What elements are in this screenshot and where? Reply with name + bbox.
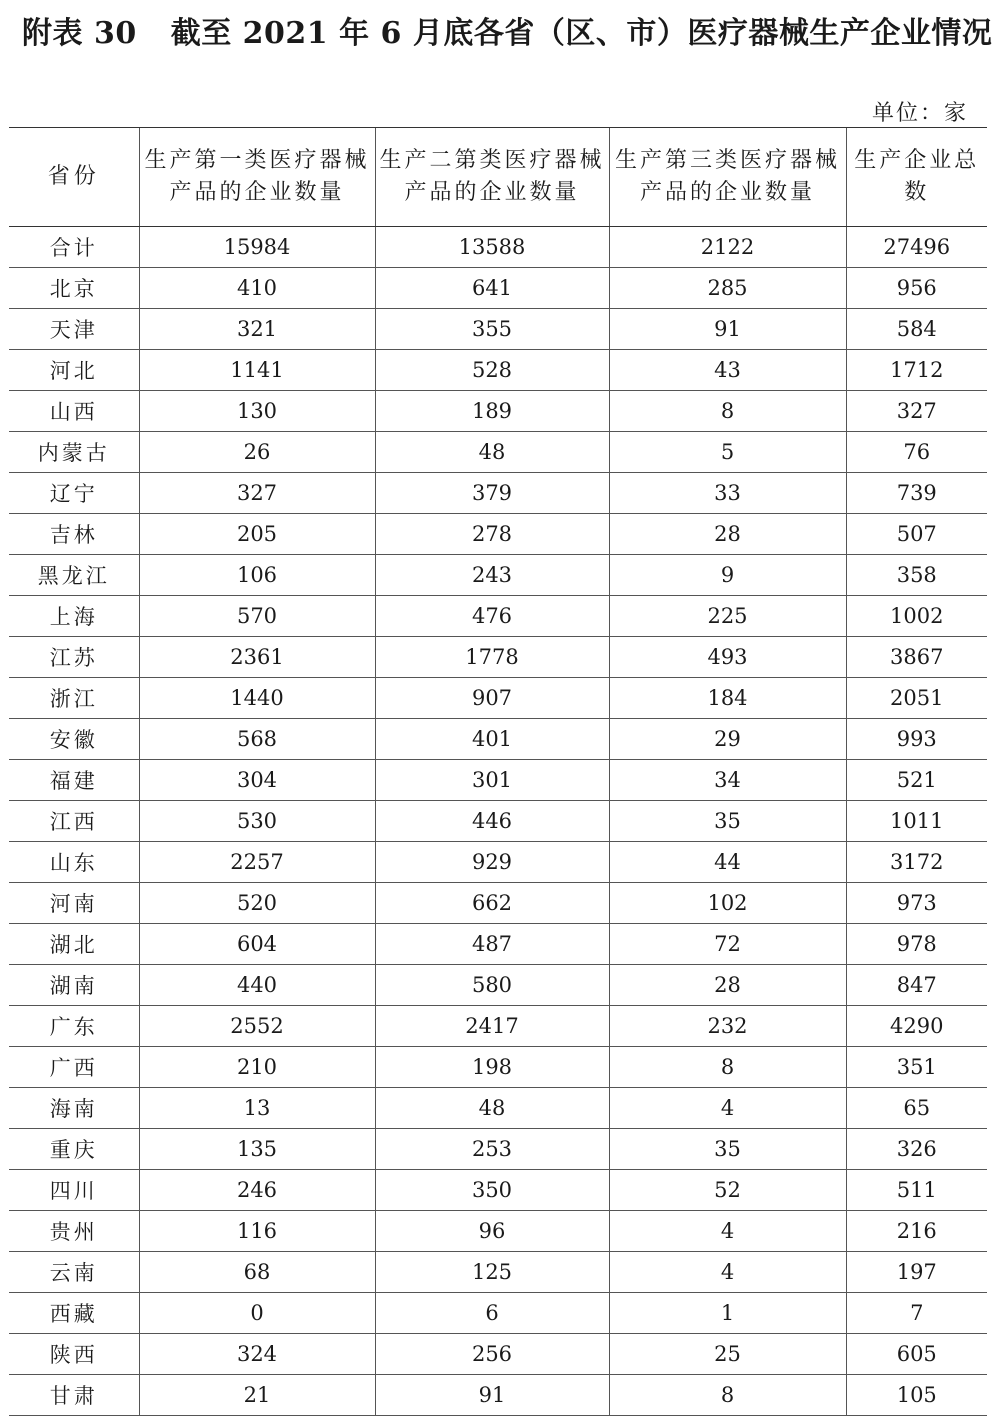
class1-count-cell: 2361 bbox=[139, 637, 375, 678]
total-count-cell: 351 bbox=[846, 1047, 987, 1088]
class3-count-cell: 34 bbox=[609, 760, 846, 801]
class1-count-cell: 520 bbox=[139, 883, 375, 924]
table-row bbox=[9, 801, 987, 842]
table-row bbox=[9, 719, 987, 760]
total-count-cell: 1011 bbox=[846, 801, 987, 842]
total-count-cell: 4290 bbox=[846, 1006, 987, 1047]
class3-count-cell: 4 bbox=[609, 1211, 846, 1252]
total-count-cell: 521 bbox=[846, 760, 987, 801]
class3-count-cell: 9 bbox=[609, 555, 846, 596]
class3-count-cell: 232 bbox=[609, 1006, 846, 1047]
class2-count-cell: 48 bbox=[375, 1088, 609, 1129]
province-cell: 江苏 bbox=[9, 637, 139, 678]
province-cell: 甘肃 bbox=[9, 1375, 139, 1416]
class2-count-cell: 198 bbox=[375, 1047, 609, 1088]
header-class2: 生产二第类医疗器械产品的企业数量 bbox=[375, 128, 609, 227]
table-row bbox=[9, 596, 987, 637]
class1-count-cell: 246 bbox=[139, 1170, 375, 1211]
total-count-cell: 27496 bbox=[846, 227, 987, 268]
class1-count-cell: 106 bbox=[139, 555, 375, 596]
table-row bbox=[9, 1293, 987, 1334]
total-count-cell: 1712 bbox=[846, 350, 987, 391]
class1-count-cell: 530 bbox=[139, 801, 375, 842]
class2-count-cell: 96 bbox=[375, 1211, 609, 1252]
class2-count-cell: 446 bbox=[375, 801, 609, 842]
table-row bbox=[9, 309, 987, 350]
class2-count-cell: 243 bbox=[375, 555, 609, 596]
total-count-cell: 739 bbox=[846, 473, 987, 514]
class1-count-cell: 68 bbox=[139, 1252, 375, 1293]
total-count-cell: 326 bbox=[846, 1129, 987, 1170]
province-cell: 重庆 bbox=[9, 1129, 139, 1170]
class2-count-cell: 13588 bbox=[375, 227, 609, 268]
class3-count-cell: 493 bbox=[609, 637, 846, 678]
total-count-cell: 3867 bbox=[846, 637, 987, 678]
table-row bbox=[9, 965, 987, 1006]
class2-count-cell: 125 bbox=[375, 1252, 609, 1293]
province-cell: 陕西 bbox=[9, 1334, 139, 1375]
class1-count-cell: 604 bbox=[139, 924, 375, 965]
class3-count-cell: 35 bbox=[609, 801, 846, 842]
class3-count-cell: 4 bbox=[609, 1252, 846, 1293]
unit-label: 单位：家 bbox=[871, 101, 968, 126]
table-row bbox=[9, 1211, 987, 1252]
class3-count-cell: 5 bbox=[609, 432, 846, 473]
class3-count-cell: 1 bbox=[609, 1293, 846, 1334]
class2-count-cell: 907 bbox=[375, 678, 609, 719]
province-cell: 内蒙古 bbox=[9, 432, 139, 473]
class1-count-cell: 13 bbox=[139, 1088, 375, 1129]
total-count-cell: 605 bbox=[846, 1334, 987, 1375]
province-cell: 海南 bbox=[9, 1088, 139, 1129]
total-count-cell: 978 bbox=[846, 924, 987, 965]
total-count-cell: 2051 bbox=[846, 678, 987, 719]
province-cell: 山东 bbox=[9, 842, 139, 883]
class1-count-cell: 568 bbox=[139, 719, 375, 760]
total-count-cell: 216 bbox=[846, 1211, 987, 1252]
total-count-cell: 197 bbox=[846, 1252, 987, 1293]
table-row bbox=[9, 514, 987, 555]
table-row bbox=[9, 883, 987, 924]
province-cell: 黑龙江 bbox=[9, 555, 139, 596]
header-class1: 生产第一类医疗器械产品的企业数量 bbox=[139, 128, 375, 227]
total-row bbox=[9, 227, 987, 268]
class1-count-cell: 324 bbox=[139, 1334, 375, 1375]
class3-count-cell: 25 bbox=[609, 1334, 846, 1375]
table-row bbox=[9, 842, 987, 883]
table-row bbox=[9, 555, 987, 596]
total-count-cell: 993 bbox=[846, 719, 987, 760]
class3-count-cell: 43 bbox=[609, 350, 846, 391]
table-row bbox=[9, 473, 987, 514]
class2-count-cell: 48 bbox=[375, 432, 609, 473]
province-cell: 西藏 bbox=[9, 1293, 139, 1334]
class2-count-cell: 253 bbox=[375, 1129, 609, 1170]
class2-count-cell: 1778 bbox=[375, 637, 609, 678]
header-class3: 生产第三类医疗器械产品的企业数量 bbox=[609, 128, 846, 227]
class3-count-cell: 33 bbox=[609, 473, 846, 514]
total-count-cell: 105 bbox=[846, 1375, 987, 1416]
table-row bbox=[9, 760, 987, 801]
class1-count-cell: 135 bbox=[139, 1129, 375, 1170]
table-body bbox=[9, 227, 987, 1416]
class3-count-cell: 8 bbox=[609, 391, 846, 432]
class1-count-cell: 440 bbox=[139, 965, 375, 1006]
table-row bbox=[9, 1129, 987, 1170]
class2-count-cell: 662 bbox=[375, 883, 609, 924]
table-title-text: 截至 2021 年 6 月底各省（区、市）医疗器械生产企业情况 bbox=[170, 16, 993, 51]
header-province: 省份 bbox=[9, 128, 139, 227]
province-cell: 吉林 bbox=[9, 514, 139, 555]
class1-count-cell: 130 bbox=[139, 391, 375, 432]
table-row bbox=[9, 391, 987, 432]
class3-count-cell: 72 bbox=[609, 924, 846, 965]
class1-count-cell: 205 bbox=[139, 514, 375, 555]
class1-count-cell: 1440 bbox=[139, 678, 375, 719]
total-count-cell: 7 bbox=[846, 1293, 987, 1334]
class2-count-cell: 350 bbox=[375, 1170, 609, 1211]
total-count-cell: 973 bbox=[846, 883, 987, 924]
table-number: 附表 30 bbox=[22, 16, 137, 51]
class2-count-cell: 301 bbox=[375, 760, 609, 801]
class1-count-cell: 2552 bbox=[139, 1006, 375, 1047]
class2-count-cell: 6 bbox=[375, 1293, 609, 1334]
class3-count-cell: 52 bbox=[609, 1170, 846, 1211]
province-cell: 浙江 bbox=[9, 678, 139, 719]
province-cell: 辽宁 bbox=[9, 473, 139, 514]
total-count-cell: 847 bbox=[846, 965, 987, 1006]
class2-count-cell: 476 bbox=[375, 596, 609, 637]
total-count-cell: 956 bbox=[846, 268, 987, 309]
class3-count-cell: 184 bbox=[609, 678, 846, 719]
table-row bbox=[9, 1334, 987, 1375]
province-cell: 湖南 bbox=[9, 965, 139, 1006]
class3-count-cell: 285 bbox=[609, 268, 846, 309]
class3-count-cell: 8 bbox=[609, 1375, 846, 1416]
class1-count-cell: 2257 bbox=[139, 842, 375, 883]
table-row bbox=[9, 1170, 987, 1211]
table-row bbox=[9, 1252, 987, 1293]
class1-count-cell: 304 bbox=[139, 760, 375, 801]
class1-count-cell: 0 bbox=[139, 1293, 375, 1334]
class3-count-cell: 44 bbox=[609, 842, 846, 883]
class2-count-cell: 641 bbox=[375, 268, 609, 309]
province-cell: 广东 bbox=[9, 1006, 139, 1047]
class2-count-cell: 379 bbox=[375, 473, 609, 514]
header-total: 生产企业总数 bbox=[846, 128, 987, 227]
class1-count-cell: 21 bbox=[139, 1375, 375, 1416]
province-cell: 江西 bbox=[9, 801, 139, 842]
table-header bbox=[9, 128, 987, 227]
table-row bbox=[9, 1088, 987, 1129]
class2-count-cell: 580 bbox=[375, 965, 609, 1006]
class3-count-cell: 8 bbox=[609, 1047, 846, 1088]
class3-count-cell: 102 bbox=[609, 883, 846, 924]
class1-count-cell: 116 bbox=[139, 1211, 375, 1252]
province-cell: 天津 bbox=[9, 309, 139, 350]
class2-count-cell: 2417 bbox=[375, 1006, 609, 1047]
class3-count-cell: 91 bbox=[609, 309, 846, 350]
province-cell: 贵州 bbox=[9, 1211, 139, 1252]
table-row bbox=[9, 1047, 987, 1088]
province-cell: 北京 bbox=[9, 268, 139, 309]
class2-count-cell: 929 bbox=[375, 842, 609, 883]
province-cell: 山西 bbox=[9, 391, 139, 432]
class2-count-cell: 278 bbox=[375, 514, 609, 555]
total-count-cell: 65 bbox=[846, 1088, 987, 1129]
class2-count-cell: 355 bbox=[375, 309, 609, 350]
province-cell: 安徽 bbox=[9, 719, 139, 760]
province-cell: 河南 bbox=[9, 883, 139, 924]
class1-count-cell: 1141 bbox=[139, 350, 375, 391]
class1-count-cell: 26 bbox=[139, 432, 375, 473]
province-cell: 广西 bbox=[9, 1047, 139, 1088]
province-cell: 四川 bbox=[9, 1170, 139, 1211]
class3-count-cell: 4 bbox=[609, 1088, 846, 1129]
class1-count-cell: 321 bbox=[139, 309, 375, 350]
total-count-cell: 327 bbox=[846, 391, 987, 432]
class2-count-cell: 528 bbox=[375, 350, 609, 391]
province-cell: 云南 bbox=[9, 1252, 139, 1293]
class1-count-cell: 410 bbox=[139, 268, 375, 309]
header-row bbox=[9, 128, 987, 227]
total-count-cell: 507 bbox=[846, 514, 987, 555]
table-row bbox=[9, 678, 987, 719]
province-cell: 福建 bbox=[9, 760, 139, 801]
table-row bbox=[9, 350, 987, 391]
class2-count-cell: 189 bbox=[375, 391, 609, 432]
page-title bbox=[22, 8, 992, 52]
province-cell: 上海 bbox=[9, 596, 139, 637]
enterprise-table bbox=[9, 127, 987, 1416]
class3-count-cell: 28 bbox=[609, 514, 846, 555]
class1-count-cell: 210 bbox=[139, 1047, 375, 1088]
table-row bbox=[9, 268, 987, 309]
total-count-cell: 3172 bbox=[846, 842, 987, 883]
class1-count-cell: 327 bbox=[139, 473, 375, 514]
total-count-cell: 358 bbox=[846, 555, 987, 596]
table-row bbox=[9, 1375, 987, 1416]
total-count-cell: 584 bbox=[846, 309, 987, 350]
class3-count-cell: 28 bbox=[609, 965, 846, 1006]
class2-count-cell: 401 bbox=[375, 719, 609, 760]
class1-count-cell: 15984 bbox=[139, 227, 375, 268]
total-count-cell: 1002 bbox=[846, 596, 987, 637]
total-count-cell: 511 bbox=[846, 1170, 987, 1211]
class3-count-cell: 225 bbox=[609, 596, 846, 637]
table-row bbox=[9, 432, 987, 473]
table-row bbox=[9, 637, 987, 678]
class3-count-cell: 35 bbox=[609, 1129, 846, 1170]
table-row bbox=[9, 924, 987, 965]
class1-count-cell: 570 bbox=[139, 596, 375, 637]
class2-count-cell: 487 bbox=[375, 924, 609, 965]
province-cell: 湖北 bbox=[9, 924, 139, 965]
class3-count-cell: 29 bbox=[609, 719, 846, 760]
table-row bbox=[9, 1006, 987, 1047]
province-cell: 河北 bbox=[9, 350, 139, 391]
total-count-cell: 76 bbox=[846, 432, 987, 473]
province-cell: 合计 bbox=[9, 227, 139, 268]
class2-count-cell: 91 bbox=[375, 1375, 609, 1416]
class2-count-cell: 256 bbox=[375, 1334, 609, 1375]
class3-count-cell: 2122 bbox=[609, 227, 846, 268]
